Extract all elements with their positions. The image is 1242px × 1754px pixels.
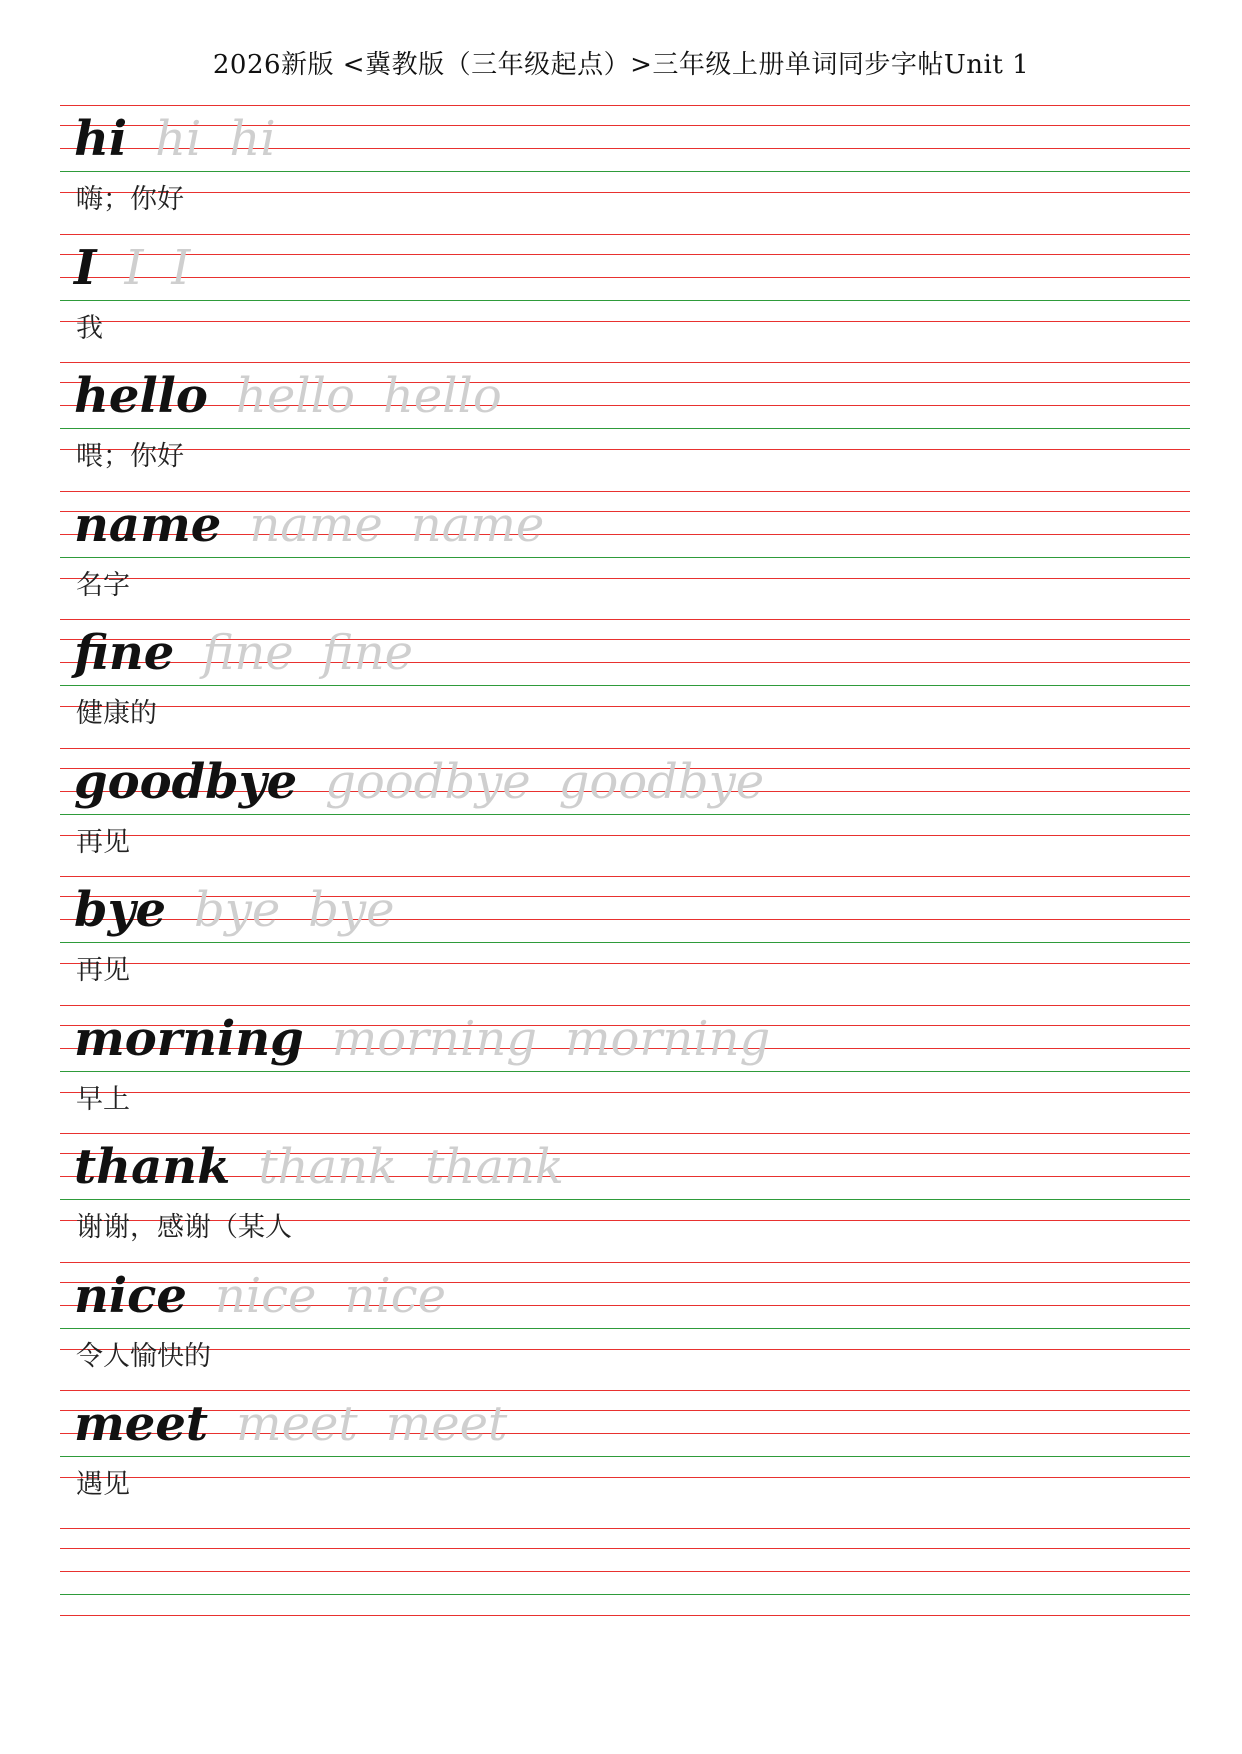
guide-line (60, 1349, 1190, 1350)
word-row (60, 748, 1190, 878)
guide-line (60, 963, 1190, 964)
word-trace: I (124, 239, 144, 296)
word-main: meet (74, 1396, 209, 1452)
word-trace: goodbye (325, 753, 531, 810)
page-title: 2026新版 <冀教版（三年级起点）>三年级上册单词同步字帖Unit 1 (212, 50, 1030, 80)
guide-line (60, 1528, 1190, 1529)
guide-line (60, 382, 1190, 383)
guide-line (60, 942, 1190, 943)
guide-line (60, 557, 1190, 558)
guide-line (60, 835, 1190, 836)
word-main: hi (74, 111, 128, 167)
word-meaning: 我 (76, 312, 103, 344)
guide-line (60, 1199, 1190, 1200)
word-meaning: 谢谢，感谢（某人 (76, 1212, 292, 1243)
guide-line (60, 428, 1190, 429)
word-row (60, 1262, 1190, 1392)
guide-line (60, 1548, 1190, 1549)
word-row (60, 1133, 1190, 1263)
word-main: bye (74, 882, 166, 938)
guide-line (60, 1594, 1190, 1595)
word-meaning: 令人愉快的 (76, 1340, 211, 1372)
guide-line (60, 748, 1190, 749)
word-meaning: 遇见 (76, 1469, 130, 1500)
word-trace: name (249, 496, 383, 553)
word-main: I (74, 239, 97, 296)
word-row (60, 1390, 1190, 1520)
word-trace: morning (564, 1010, 771, 1067)
guide-line (60, 192, 1190, 193)
word-trace: hi (155, 111, 202, 167)
word-row (60, 362, 1190, 492)
guide-line (60, 300, 1190, 301)
guide-line (60, 1092, 1190, 1093)
word-trace: fine (321, 625, 414, 681)
guide-line (60, 814, 1190, 815)
guide-line (60, 876, 1190, 877)
word-meaning: 健康的 (76, 698, 157, 729)
guide-line (60, 1571, 1190, 1572)
guide-line (60, 449, 1190, 450)
word-row (60, 619, 1190, 749)
word-main: fine (74, 625, 175, 681)
guide-line (60, 1477, 1190, 1478)
guide-line (60, 491, 1190, 492)
guide-line (60, 578, 1190, 579)
word-row (60, 876, 1190, 1006)
word-meaning: 再见 (76, 826, 130, 858)
word-row (60, 105, 1190, 235)
word-trace: nice (344, 1267, 447, 1324)
guide-line (60, 685, 1190, 686)
word-trace: thank (258, 1139, 398, 1195)
guide-line (60, 1410, 1190, 1411)
guide-line (60, 1328, 1190, 1329)
guide-line (60, 1390, 1190, 1391)
word-trace: morning (331, 1010, 537, 1067)
word-trace: hi (229, 111, 276, 167)
guide-line (60, 1262, 1190, 1263)
word-meaning: 早上 (76, 1083, 130, 1115)
word-trace: bye (308, 882, 395, 938)
word-trace: I (171, 239, 191, 296)
word-trace: nice (214, 1267, 317, 1324)
guide-line (60, 1133, 1190, 1134)
guide-line (60, 1433, 1190, 1434)
word-meaning: 嗨；你好 (76, 184, 184, 215)
guide-line (60, 1071, 1190, 1072)
word-trace: meet (385, 1396, 508, 1452)
word-trace: fine (202, 625, 294, 681)
guide-line (60, 105, 1190, 106)
guide-line (60, 706, 1190, 707)
blank-practice-line (60, 1528, 1190, 1618)
word-trace: hello (235, 368, 355, 424)
guide-line (60, 619, 1190, 620)
word-main: hello (74, 368, 208, 424)
guide-line (60, 234, 1190, 235)
word-main: morning (74, 1010, 304, 1067)
word-row (60, 1005, 1190, 1135)
word-main: goodbye (74, 753, 298, 810)
guide-line (60, 1005, 1190, 1006)
word-row (60, 234, 1190, 364)
guide-line (60, 534, 1190, 535)
guide-line (60, 1456, 1190, 1457)
word-trace: goodbye (558, 753, 765, 810)
guide-line (60, 511, 1190, 512)
word-trace: meet (236, 1396, 358, 1452)
guide-line (60, 254, 1190, 255)
guide-line (60, 405, 1190, 406)
word-main: thank (74, 1139, 231, 1195)
word-row (60, 491, 1190, 621)
guide-line (60, 1615, 1190, 1616)
word-trace: hello (382, 368, 502, 424)
word-meaning: 喂；你好 (76, 441, 184, 472)
word-main: name (74, 496, 222, 553)
word-meaning: 再见 (76, 955, 130, 986)
guide-line (60, 277, 1190, 278)
word-trace: bye (194, 882, 281, 938)
word-meaning: 名字 (76, 569, 130, 601)
word-trace: thank (425, 1139, 564, 1195)
word-trace: name (410, 496, 545, 553)
word-main: nice (74, 1267, 187, 1324)
guide-line (60, 362, 1190, 363)
guide-line (60, 321, 1190, 322)
guide-line (60, 171, 1190, 172)
